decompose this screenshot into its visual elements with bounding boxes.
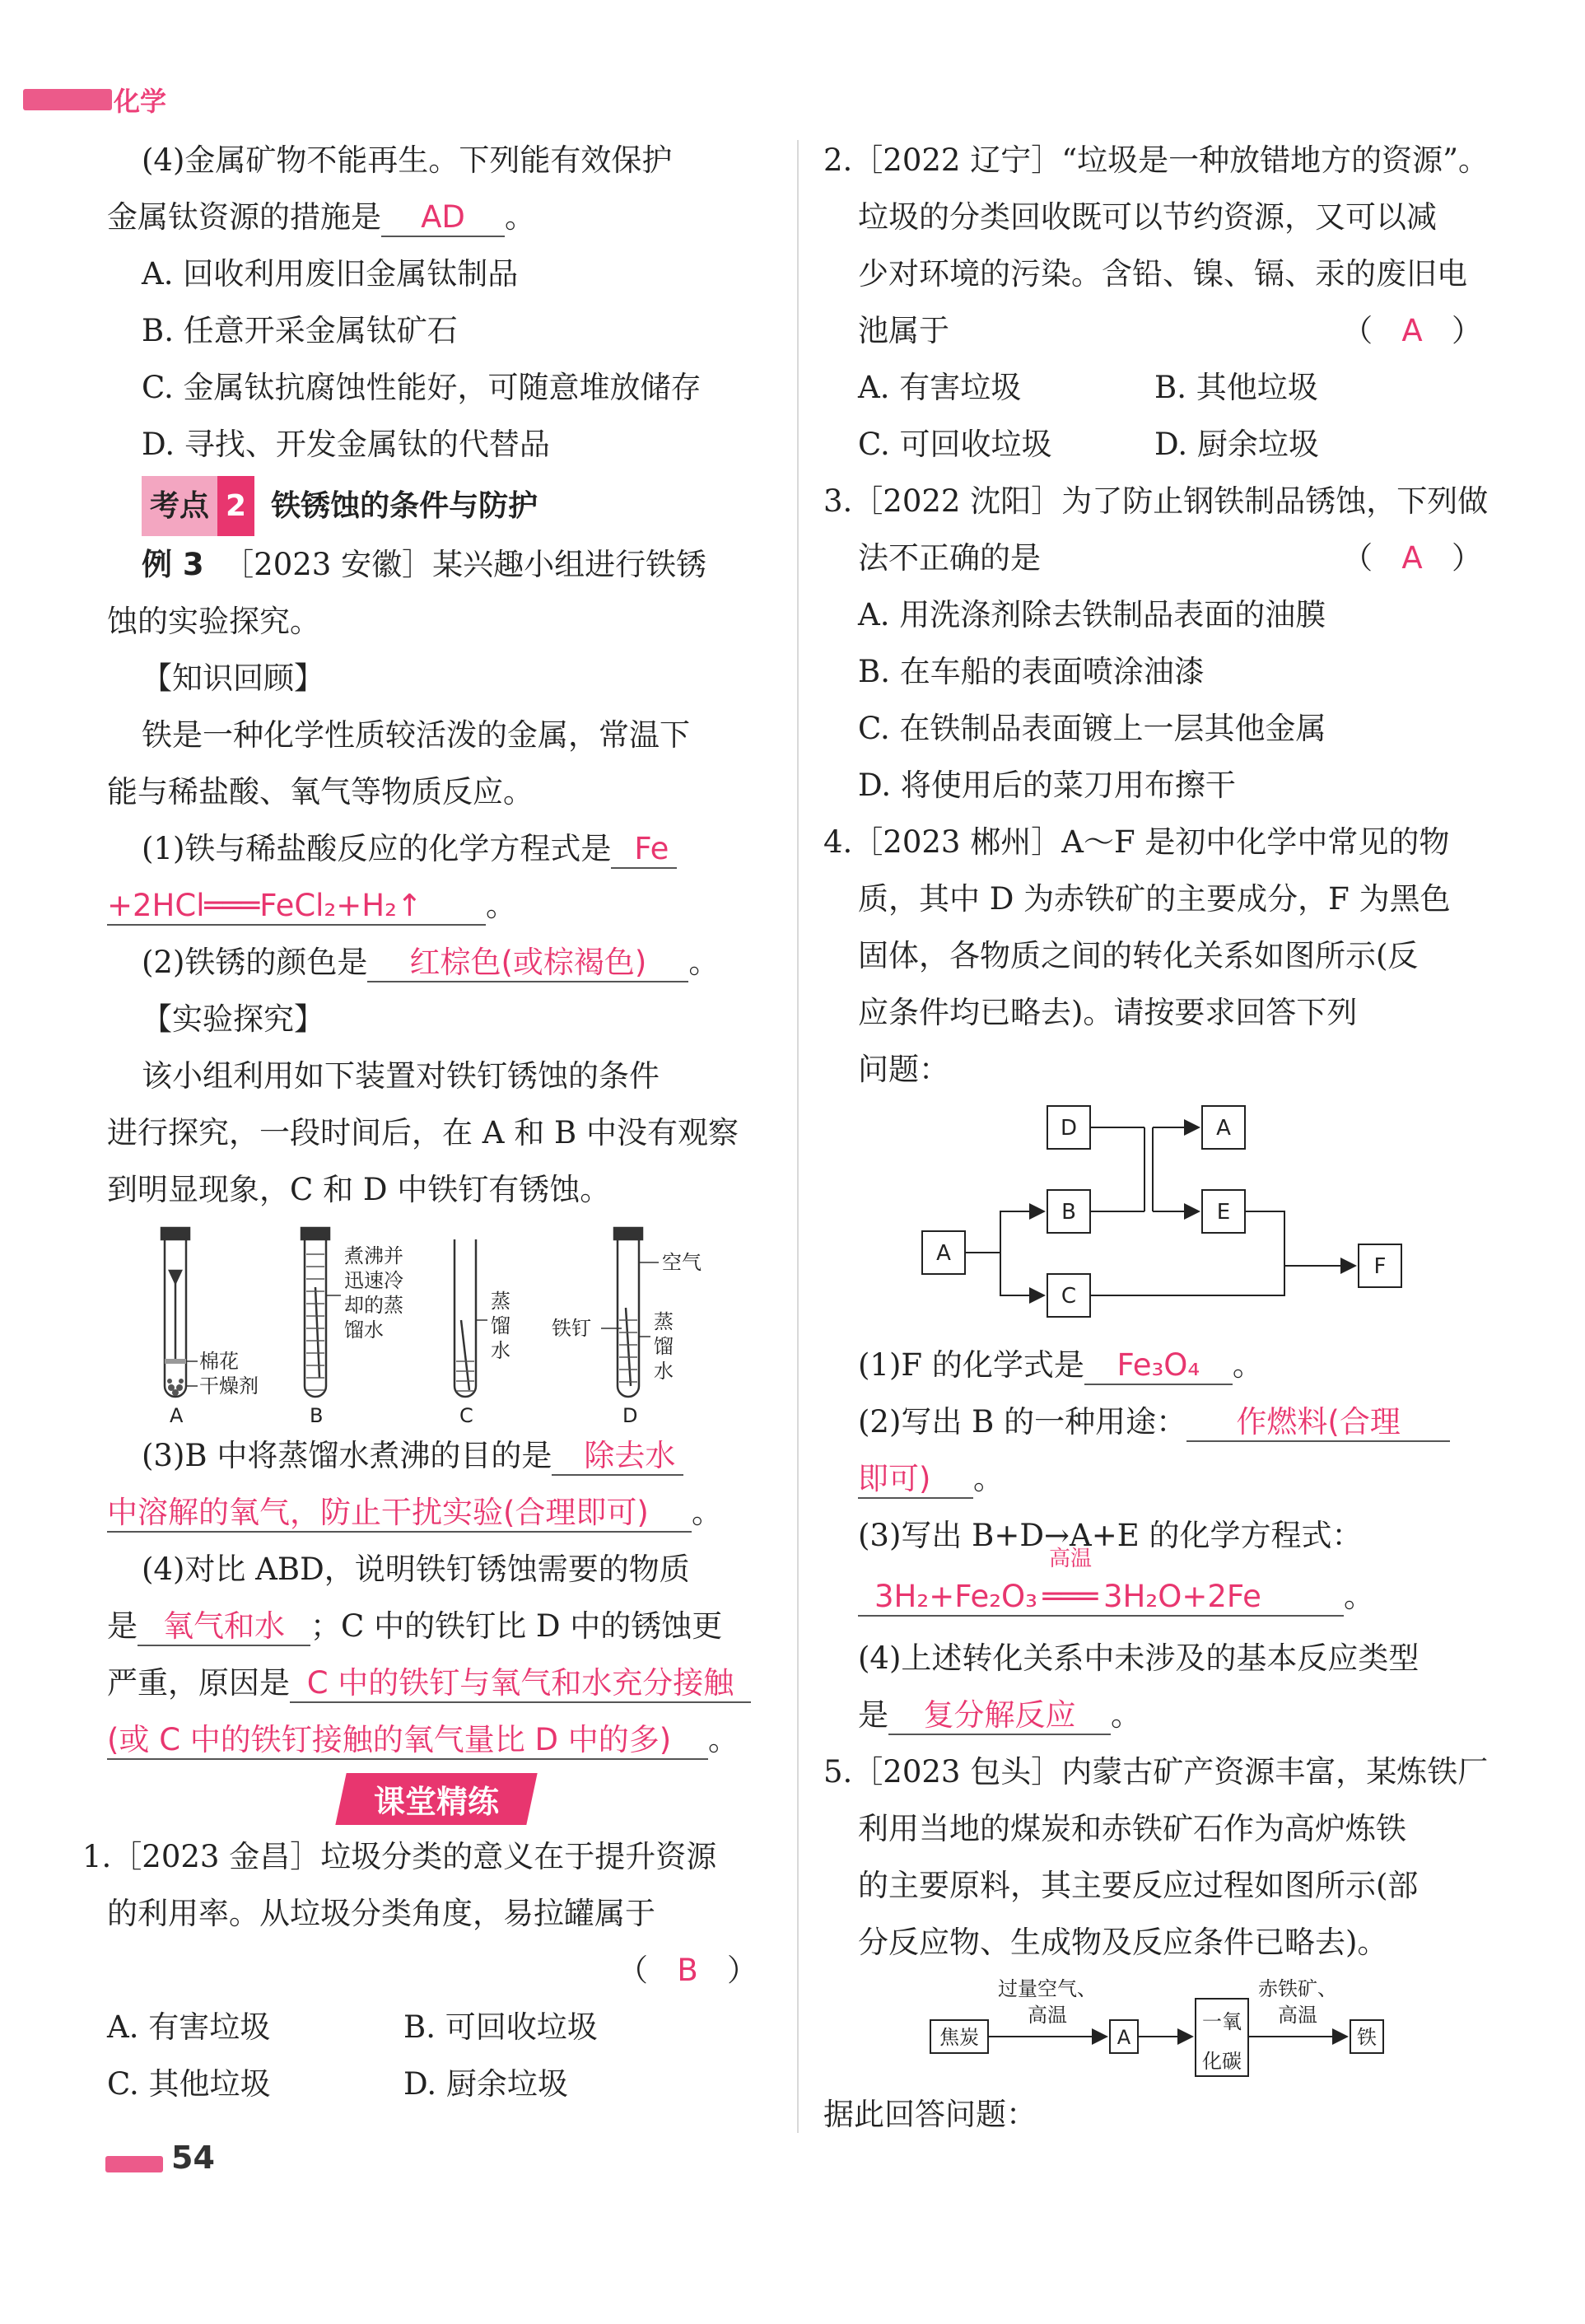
q4-answer: AD: [381, 199, 505, 237]
ex3-p3-cont: 中溶解的氧气，防止干扰实验(合理即可) 。: [107, 1484, 766, 1541]
label-d: D: [1060, 1116, 1078, 1141]
fig-tube-b: B: [310, 1404, 324, 1427]
fig-a-label2: 干燥剂: [199, 1374, 259, 1398]
fig-tube-d: D: [622, 1404, 638, 1427]
label-b: B: [1061, 1200, 1076, 1225]
q3-line-2: 法不正确的是 （ A ）: [858, 540, 1482, 576]
q4r-p4: (4)上述转化关系中未涉及的基本反应类型: [858, 1640, 1420, 1676]
label-a: A: [936, 1241, 951, 1266]
flow-end: 铁: [1357, 2026, 1377, 2049]
flow-box2b: 化碳: [1202, 2050, 1242, 2073]
flow-cond2b: 高温: [1278, 2004, 1317, 2027]
q4r-p2: (2)写出 B 的一种用途： 作燃料(合理: [823, 1393, 1482, 1450]
ex3-p2: (2)铁锈的颜色是 红棕色(或棕褐色) 。: [107, 934, 766, 991]
ex3-p4-cont3: (或 C 中的铁钉接触的氧气量比 D 中的多) 。: [107, 1711, 766, 1768]
q4r-line-4: 应条件均已略去)。请按要求回答下列: [858, 995, 1358, 1030]
q5-line-2: 利用当地的煤炭和赤铁矿石作为高炉炼铁: [858, 1811, 1406, 1846]
ironmaking-flow: [823, 1971, 1482, 2086]
flow-cond1a: 过量空气、: [998, 1977, 1097, 2000]
q3-line-1: 3.［2022 沈阳］为了防止钢铁制品锈蚀，下列做: [823, 483, 1489, 519]
conversion-diagram: [823, 1098, 1482, 1337]
fig-d-label2: 馏: [654, 1335, 674, 1358]
review-1: 铁是一种化学性质较活泼的金属，常温下: [142, 717, 690, 753]
fig-d-label3: 水: [654, 1360, 674, 1383]
fig-a-label1: 棉花: [199, 1350, 239, 1373]
review-heading: 【知识回顾】: [142, 660, 324, 696]
q3-option-c: C. 在铁制品表面镀上一层其他金属: [858, 711, 1326, 746]
q3-option-d: D. 将使用后的菜刀用布擦干: [858, 768, 1236, 803]
flow-box2a: 一氧: [1202, 2010, 1242, 2033]
fig-d-air: 空气: [662, 1251, 702, 1274]
page-number-bar: [105, 2156, 163, 2172]
ex3-p4: (4)对比 ABD，说明铁钉锈蚀需要的物质: [142, 1552, 690, 1587]
q4r-p3: (3)写出 B+D→A+E 的化学方程式：: [858, 1518, 1363, 1553]
q2-line-2: 垃圾的分类回收既可以节约资源，又可以减: [858, 199, 1437, 235]
fig-d-nail: 铁钉: [552, 1317, 591, 1340]
q1-answer-row: （ B ）: [618, 1953, 758, 1988]
q5-line-4: 分反应物、生成物及反应条件已略去)。: [858, 1925, 1388, 1960]
ex3-p3: (3)B 中将蒸馏水煮沸的目的是 除去水: [107, 1427, 766, 1484]
page-number: 54: [171, 2140, 215, 2176]
q4r-line-5: 问题：: [858, 1052, 949, 1087]
q4-option-d: D. 寻找、开发金属钛的代替品: [142, 427, 550, 462]
fig-c-label3: 水: [491, 1339, 510, 1362]
q1-options-row1: A. 有害垃圾 B. 可回收垃圾: [107, 2009, 598, 2045]
fig-c-label2: 馏: [491, 1314, 510, 1337]
review-2: 能与稀盐酸、氧气等物质反应。: [107, 774, 534, 810]
q4-stem: (4)金属矿物不能再生。下列能有效保护: [142, 142, 673, 178]
q4-option-a: A. 回收利用废旧金属钛制品: [142, 256, 519, 292]
ex3-p4-cont: 是 氧气和水 ；C 中的铁钉比 D 中的锈蚀更: [107, 1598, 766, 1654]
q4-option-c: C. 金属钛抗腐蚀性能好，可随意堆放储存: [142, 370, 702, 405]
ex3-p1: (1)铁与稀盐酸反应的化学方程式是 Fe: [107, 820, 766, 877]
ex3-line-1: 例 3 ［2023 安徽］某兴趣小组进行铁锈: [142, 547, 707, 582]
exp-heading: 【实验探究】: [142, 1001, 324, 1037]
q4r-line-1: 4.［2023 郴州］A～F 是初中化学中常见的物: [823, 824, 1450, 860]
q4-stem-2: 金属钛资源的措施是 AD 。: [107, 189, 766, 245]
q5-line-1: 5.［2023 包头］内蒙古矿产资源丰富，某炼铁厂: [823, 1754, 1489, 1790]
fig-d-label1: 蒸: [654, 1310, 674, 1333]
fig-b-label3: 却的蒸: [344, 1294, 403, 1317]
flow-cond2a: 赤铁矿、: [1258, 1977, 1337, 2000]
flow-mid: A: [1116, 2026, 1131, 2049]
subject-label: 化学: [114, 86, 167, 117]
test-tube-figure: [107, 1221, 766, 1427]
flow-cond1b: 高温: [1028, 2004, 1067, 2027]
label-e: E: [1216, 1200, 1231, 1225]
header-bar: [23, 89, 112, 110]
q2-options-row1: A. 有害垃圾 B. 其他垃圾: [858, 370, 1318, 405]
q5-line-5: 据此回答问题：: [823, 2097, 1037, 2132]
q2-line-3: 少对环境的污染。含铅、镍、镉、汞的废旧电: [858, 256, 1467, 292]
q4r-p1: (1)F 的化学式是 Fe₃O₄ 。: [823, 1337, 1482, 1393]
kaodian-heading: 考点 2 铁锈蚀的条件与防护: [107, 476, 766, 536]
q5-line-3: 的主要原料，其主要反应过程如图所示(部: [858, 1868, 1419, 1903]
fig-b-label1: 煮沸并: [344, 1244, 403, 1267]
q2-line-1: 2.［2022 辽宁］“垃圾是一种放错地方的资源”。: [823, 142, 1489, 178]
fig-tube-c: C: [459, 1404, 473, 1427]
left-column: [82, 132, 766, 2112]
q4-option-b: B. 任意开采金属钛矿石: [142, 313, 458, 348]
q1-line-1: 1.［2023 金昌］垃圾分类的意义在于提升资源: [82, 1839, 717, 1874]
q4r-p4-cont: 是 复分解反应 。: [823, 1687, 1482, 1743]
q4r-p3-ans: 3H₂+Fe₂O₃ 高温 ═══ 3H₂O+2Fe 。: [823, 1564, 1482, 1630]
right-column: [823, 132, 1489, 2143]
exp-1: 该小组利用如下装置对铁钉锈蚀的条件: [142, 1058, 660, 1094]
fig-b-label4: 馏水: [344, 1318, 384, 1342]
ex3-p1-cont: +2HCl═══FeCl₂+H₂↑ 。: [107, 877, 766, 934]
fig-tube-a: A: [170, 1404, 184, 1427]
q4r-p2-cont: 即可) 。: [823, 1450, 1482, 1507]
q2-line-4: 池属于 （ A ）: [858, 313, 1482, 348]
q1-line-2: 的利用率。从垃圾分类角度，易拉罐属于: [107, 1896, 655, 1931]
q4r-line-2: 质，其中 D 为赤铁矿的主要成分，F 为黑色: [858, 881, 1451, 917]
label-f: F: [1373, 1254, 1387, 1279]
label-a-top: A: [1216, 1116, 1231, 1141]
fig-b-label2: 迅速冷: [344, 1269, 403, 1292]
fig-c-label1: 蒸: [491, 1290, 510, 1313]
ex3-p4-cont2: 严重，原因是 C 中的铁钉与氧气和水充分接触: [107, 1654, 766, 1711]
q3-option-b: B. 在车船的表面喷涂油漆: [858, 654, 1205, 689]
q1-options-row2: C. 其他垃圾 D. 厨余垃圾: [107, 2066, 568, 2102]
label-c: C: [1061, 1284, 1077, 1309]
practice-heading: 课堂精练: [107, 1773, 766, 1825]
flow-start: 焦炭: [939, 2026, 979, 2049]
column-divider: [797, 140, 799, 2133]
exp-2: 进行探究，一段时间后，在 A 和 B 中没有观察: [107, 1115, 739, 1150]
q3-option-a: A. 用洗涤剂除去铁制品表面的油膜: [858, 597, 1326, 632]
ex3-line-2: 蚀的实验探究。: [107, 604, 320, 639]
q4r-line-3: 固体，各物质之间的转化关系如图所示(反: [858, 938, 1419, 973]
exp-3: 到明显现象，C 和 D 中铁钉有锈蚀。: [107, 1172, 611, 1207]
q2-options-row2: C. 可回收垃圾 D. 厨余垃圾: [858, 427, 1319, 462]
